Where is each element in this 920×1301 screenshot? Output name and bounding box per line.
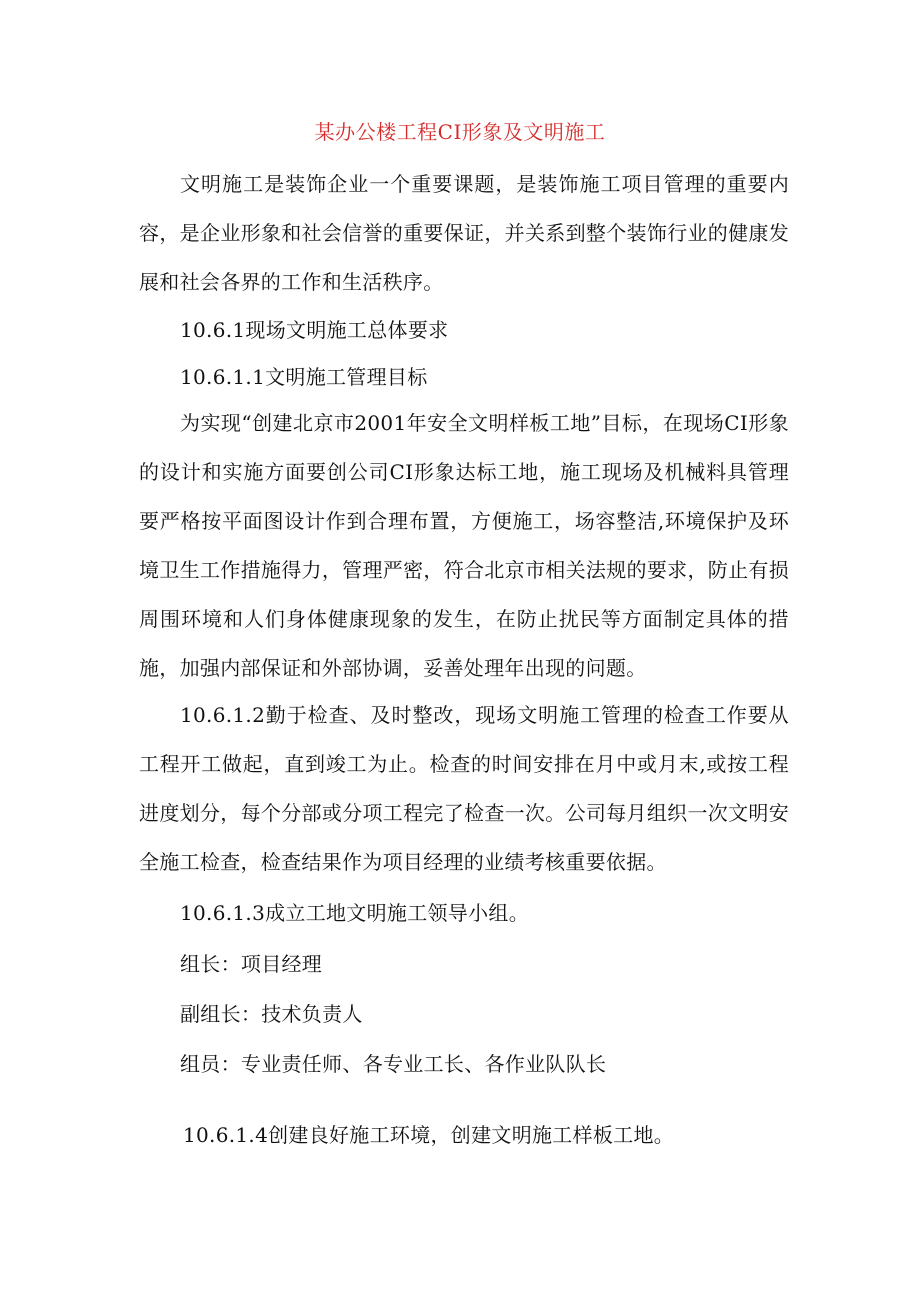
section-heading-10-6-1-1: 10.6.1.1文明施工管理目标 — [180, 365, 428, 389]
group-members-line: 组员：专业责任师、各专业工长、各作业队队长 — [180, 1052, 607, 1076]
management-target-paragraph: 为实现“创建北京市2001年安全文明样板工地”目标，在现场CI形象的设计和实施方面要创公司CI形象达标工地，施工现场及机械料具管理要严格按平面图设计作到合理布置，方便施工，场容整洁,环境保护及环境卫生工作措施得力，管理严密，符合北京市相关法规的要求，防止有损周围环境和人们身体健康现象的发生，在防止扰民等方面制定具体的措施，加强内部保证和外部协调，妥善处理年出现的问题。 — [139, 411, 789, 680]
section-heading-10-6-1-3: 10.6.1.3成立工地文明施工领导小组。 — [180, 901, 529, 925]
document-title: 某办公楼工程CI形象及文明施工 — [314, 120, 606, 144]
group-leader-line: 组长：项目经理 — [180, 952, 323, 976]
intro-paragraph: 文明施工是装饰企业一个重要课题，是装饰施工项目管理的重要内容，是企业形象和社会信誉的重要保证，并关系到整个装饰行业的健康发展和社会各界的工作和生活秩序。 — [139, 172, 789, 294]
section-heading-10-6-1: 10.6.1现场文明施工总体要求 — [180, 318, 449, 342]
deputy-leader-line: 副组长：技术负责人 — [180, 1002, 363, 1026]
section-heading-10-6-1-4: 10.6.1.4创建良好施工环境，创建文明施工样板工地。 — [183, 1123, 675, 1147]
inspection-paragraph: 10.6.1.2勤于检查、及时整改，现场文明施工管理的检查工作要从工程开工做起，直到竣工为止。检查的时间安排在月中或月末,或按工程进度划分，每个分部或分项工程完了检查一次。公司每月组织一次文明安全施工检查，检查结果作为项目经理的业绩考核重要依据。 — [139, 703, 789, 874]
